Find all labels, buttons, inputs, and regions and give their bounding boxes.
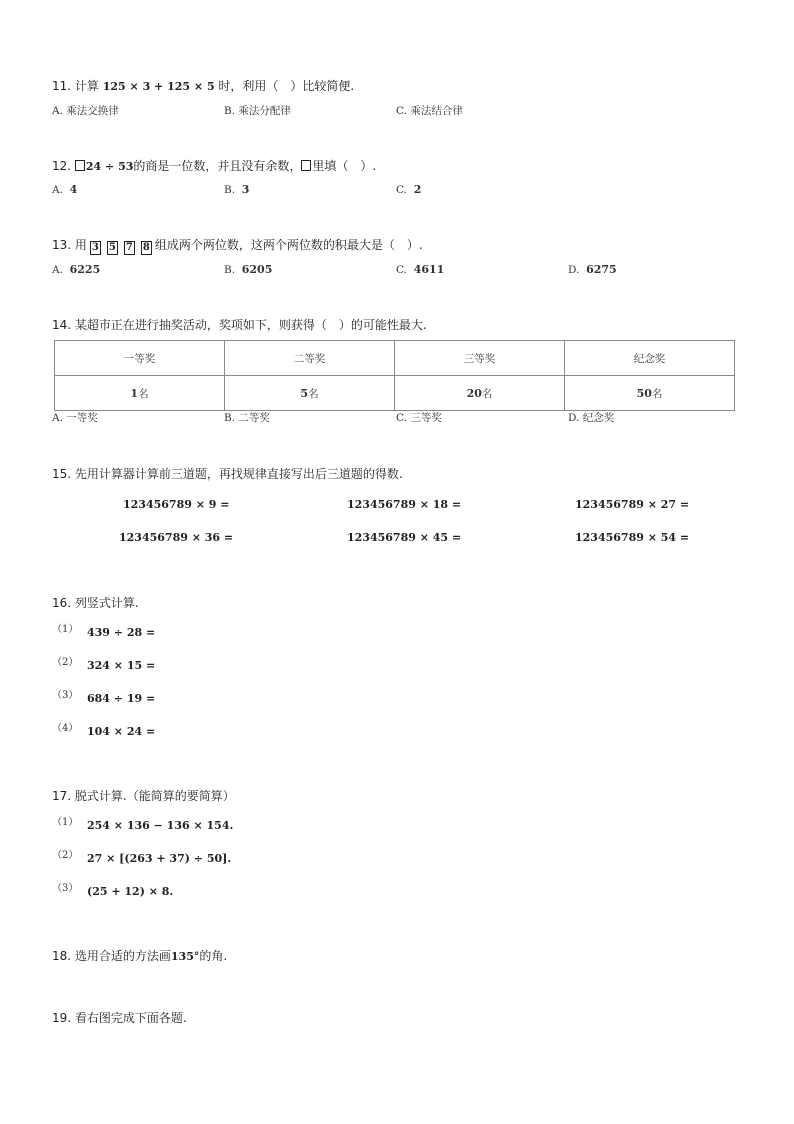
option-letter: B.: [224, 184, 236, 196]
question-12: [52, 157, 376, 174]
sub-expression: 254 × 136 − 136 × 154.: [87, 819, 234, 832]
number-card: 8: [141, 241, 152, 255]
blank-box-icon: [75, 160, 85, 171]
count-unit: 名: [308, 387, 319, 400]
table-header-row: [55, 341, 735, 376]
sub-label: （4）: [52, 723, 79, 734]
q11-expression: 125 × 3 + 125 × 5: [102, 80, 215, 93]
sub-label: （2）: [52, 657, 79, 668]
q18-prefix: 18. 选用合适的方法画: [52, 949, 171, 963]
option-value: 4: [69, 183, 78, 196]
option-value: 4611: [413, 263, 445, 276]
count-number: 20: [466, 386, 482, 400]
q13-prefix: 13. 用: [52, 238, 87, 252]
q13-option-a[interactable]: [52, 263, 100, 276]
q12-expression: 24 ÷ 53: [85, 160, 134, 173]
q12-prefix: 12.: [52, 159, 75, 173]
option-letter: A.: [52, 264, 63, 276]
table-row: [55, 376, 735, 411]
table-header-cell: 三等奖: [395, 341, 565, 376]
q12-option-a[interactable]: [52, 183, 77, 196]
number-card: 5: [107, 241, 118, 255]
option-letter: D.: [568, 264, 580, 276]
q13-option-c[interactable]: [396, 263, 444, 276]
q11-option-b[interactable]: B. 乘法分配律: [224, 105, 291, 117]
option-value: 6225: [69, 263, 101, 276]
option-value: 3: [241, 183, 250, 196]
q11-suffix: 时，利用（ ）比较简便.: [218, 79, 355, 93]
equation: 123456789 × 27 =: [575, 498, 690, 511]
question-13: [52, 236, 423, 255]
number-card: 7: [124, 241, 135, 255]
q13-option-b[interactable]: [224, 263, 272, 276]
question-19: 19. 看右图完成下面各题.: [52, 1011, 187, 1025]
count-number: 50: [636, 386, 652, 400]
option-letter: A.: [52, 184, 63, 196]
q14-option-c[interactable]: C. 三等奖: [396, 412, 442, 424]
count-unit: 名: [651, 387, 663, 400]
count-unit: 名: [138, 387, 149, 400]
sub-expression: 439 ÷ 28 =: [87, 626, 156, 639]
q18-suffix: 的角.: [199, 949, 228, 963]
count-number: 5: [300, 386, 309, 400]
blank-box-icon: [301, 160, 311, 171]
option-value: 6275: [586, 263, 617, 276]
sub-label: （1）: [52, 624, 79, 635]
q12-mid: 的商是一位数，并且没有余数，: [133, 159, 302, 173]
equation: 123456789 × 9 =: [123, 498, 230, 511]
q13-option-d[interactable]: [568, 263, 617, 276]
option-value: 6205: [241, 263, 273, 276]
q11-prefix: 11. 计算: [52, 79, 99, 93]
table-cell: [395, 376, 565, 411]
q11-option-a[interactable]: A. 乘法交换律: [52, 105, 119, 117]
sub-label: （3）: [52, 883, 79, 894]
equation: 123456789 × 45 =: [347, 531, 462, 544]
question-16: 16. 列竖式计算.: [52, 596, 139, 610]
sub-expression: 684 ÷ 19 =: [87, 692, 156, 705]
question-17: 17. 脱式计算.（能简算的要简算）: [52, 789, 235, 803]
table-header-cell: 一等奖: [55, 341, 225, 376]
q14-option-a[interactable]: A. 一等奖: [52, 412, 98, 424]
sub-expression: (25 + 12) × 8.: [87, 885, 174, 898]
question-11: [52, 77, 354, 94]
q13-suffix: 组成两个两位数，这两个两位数的积最大是（ ）.: [154, 238, 423, 252]
table-cell: [565, 376, 735, 411]
q12-option-b[interactable]: [224, 183, 249, 196]
sub-expression: 324 × 15 =: [87, 659, 156, 672]
q11-option-c[interactable]: C. 乘法结合律: [396, 105, 463, 117]
q12-option-c[interactable]: [396, 183, 421, 196]
question-15: 15. 先用计算器计算前三道题，再找规律直接写出后三道题的得数.: [52, 467, 403, 481]
sub-expression: 104 × 24 =: [87, 725, 156, 738]
q14-option-d[interactable]: D. 纪念奖: [568, 412, 615, 424]
option-letter: C.: [396, 264, 407, 276]
option-letter: B.: [224, 264, 236, 276]
equation: 123456789 × 54 =: [575, 531, 690, 544]
option-value: 2: [413, 183, 422, 196]
table-cell: [225, 376, 395, 411]
question-14: 14. 某超市正在进行抽奖活动，奖项如下，则获得（ ）的可能性最大.: [52, 318, 427, 332]
table-header-cell: 纪念奖: [565, 341, 735, 376]
equation: 123456789 × 36 =: [119, 531, 234, 544]
q12-suffix: 里填（ ）.: [312, 159, 377, 173]
sub-expression: 27 × [(263 + 37) ÷ 50].: [87, 852, 232, 865]
sub-label: （3）: [52, 690, 79, 701]
equation: 123456789 × 18 =: [347, 498, 462, 511]
sub-label: （2）: [52, 850, 79, 861]
question-18: [52, 947, 227, 964]
count-unit: 名: [481, 387, 493, 400]
table-cell: [55, 376, 225, 411]
sub-label: （1）: [52, 817, 79, 828]
count-number: 1: [130, 386, 139, 400]
number-card: 3: [90, 241, 101, 255]
table-header-cell: 二等奖: [225, 341, 395, 376]
option-letter: C.: [396, 184, 407, 196]
q18-angle: 135°: [170, 950, 200, 963]
q14-option-b[interactable]: B. 二等奖: [224, 412, 270, 424]
prize-table: [54, 340, 735, 411]
